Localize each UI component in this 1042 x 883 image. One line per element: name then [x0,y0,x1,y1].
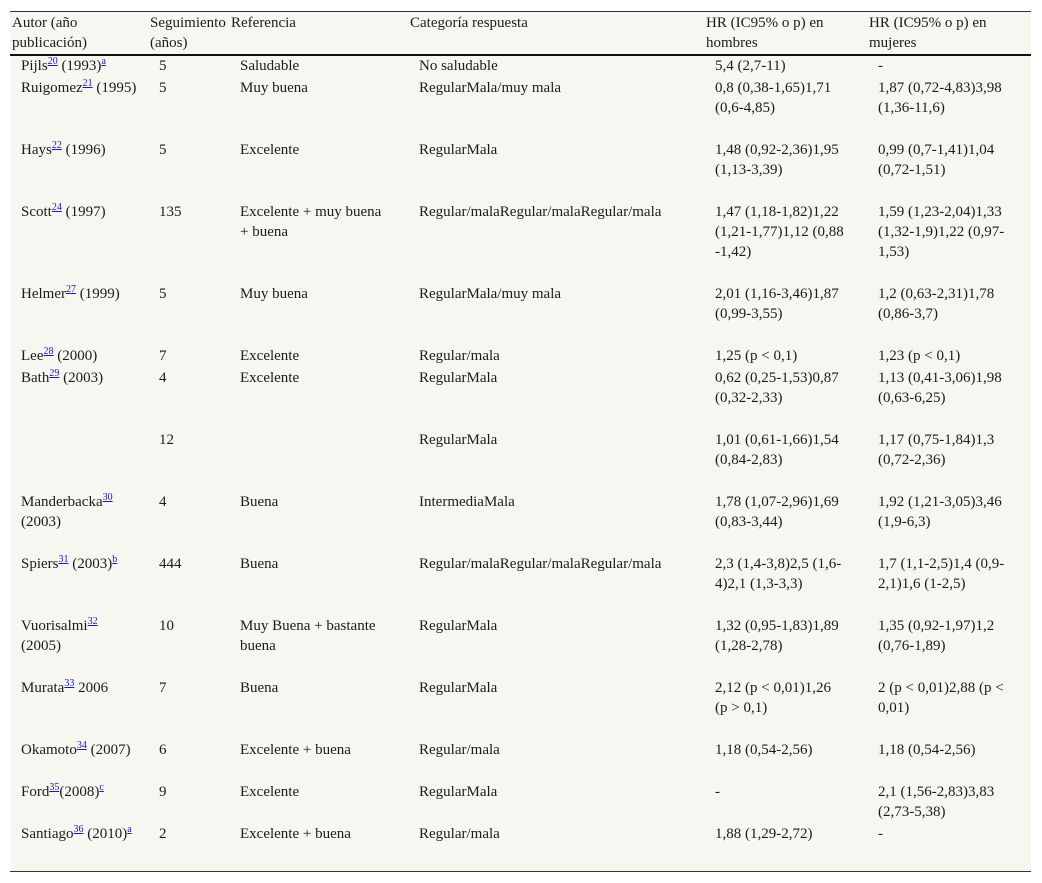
cell-categoria: RegularMala [419,142,498,158]
publication-year: (2003) [59,370,104,386]
cell-hr-mujeres: 0,99 (0,7-1,41)1,04 (0,72-1,51) [878,142,995,178]
cell-autor [21,78,141,98]
cell-seguimiento: 12 [159,432,174,448]
cell-referencia: Excelente [240,370,300,386]
reference-link[interactable]: 27 [65,284,76,295]
publication-year: 2006 [74,680,109,696]
cell-autor [21,616,141,656]
cell-seguimiento: 5 [159,58,167,74]
reference-link[interactable]: 31 [58,554,69,565]
cell-referencia: Excelente [240,784,300,800]
header-seguimiento: Seguimiento (años) [150,15,226,51]
cell-hr-hombres: 2,01 (1,16-3,46)1,87 (0,99-3,55) [715,286,839,322]
publication-year: (2000) [53,348,98,364]
cell-seguimiento: 7 [159,348,167,364]
cell-categoria: Regular/mala [419,348,500,364]
cell-autor [21,782,141,802]
footnote-link[interactable]: a [127,824,132,835]
author-name: Lee [21,348,44,364]
hr-table [10,11,1031,872]
reference-link[interactable]: 36 [73,824,84,835]
cell-categoria: RegularMala [419,618,498,634]
author-name: Vuorisalmi [21,618,88,634]
cell-referencia: Saludable [240,58,300,74]
reference-link[interactable]: 34 [76,740,87,751]
publication-year: (1996) [61,142,106,158]
table-bottom-rule [10,871,1031,872]
cell-referencia: Excelente + buena [240,742,351,758]
cell-categoria: Regular/mala [419,826,500,842]
cell-hr-hombres: 1,18 (0,54-2,56) [715,742,813,758]
cell-referencia: Muy buena [240,80,308,96]
author-name: Okamoto [21,742,77,758]
cell-seguimiento: 7 [159,680,167,696]
cell-hr-mujeres: 1,35 (0,92-1,97)1,2 (0,76-1,89) [878,618,995,654]
cell-seguimiento: 444 [159,556,182,572]
reference-link[interactable]: 30 [102,492,113,503]
cell-categoria: RegularMala/muy mala [419,80,562,96]
publication-year: (1997) [61,204,106,220]
author-name: Murata [21,680,65,696]
cell-hr-mujeres: 1,17 (0,75-1,84)1,3 (0,72-2,36) [878,432,995,468]
reference-link[interactable]: 20 [47,56,58,67]
cell-hr-hombres: 0,8 (0,38-1,65)1,71 (0,6-4,85) [715,80,832,116]
footnote-link[interactable]: a [101,56,106,67]
cell-hr-mujeres: 1,23 (p < 0,1) [878,348,961,364]
cell-hr-hombres: 1,25 (p < 0,1) [715,348,798,364]
cell-seguimiento: 5 [159,80,167,96]
cell-seguimiento: 4 [159,370,167,386]
cell-hr-hombres: 1,48 (0,92-2,36)1,95 (1,13-3,39) [715,142,839,178]
table-top-rule [10,11,1031,12]
cell-categoria: No saludable [419,58,498,74]
cell-hr-hombres: 0,62 (0,25-1,53)0,87 (0,32-2,33) [715,370,839,406]
cell-seguimiento: 6 [159,742,167,758]
author-name: Ruigomez [21,80,83,96]
cell-autor [21,284,141,304]
reference-link[interactable]: 29 [49,368,60,379]
reference-link[interactable]: 32 [87,616,98,627]
cell-categoria: RegularMala [419,432,498,448]
cell-hr-hombres: 1,78 (1,07-2,96)1,69 (0,83-3,44) [715,494,839,530]
reference-link[interactable]: 21 [82,78,93,89]
publication-year: (2008) [59,784,100,800]
publication-year: (2005) [21,638,61,654]
cell-hr-hombres: - [715,784,720,800]
cell-hr-mujeres: 1,59 (1,23-2,04)1,33 (1,32-1,9)1,22 (0,97-1,53) [878,204,1005,260]
reference-link[interactable]: 28 [43,346,54,357]
cell-autor [21,56,141,76]
cell-hr-mujeres: 1,92 (1,21-3,05)3,46 (1,9-6,3) [878,494,1002,530]
cell-categoria: RegularMala [419,370,498,386]
cell-hr-hombres: 5,4 (2,7-11) [715,58,786,74]
cell-referencia: Excelente + muy buena + buena [240,204,382,240]
cell-hr-mujeres: - [878,58,883,74]
publication-year: (2003) [21,514,61,530]
cell-hr-mujeres: 1,2 (0,63-2,31)1,78 (0,86-3,7) [878,286,995,322]
cell-seguimiento: 5 [159,142,167,158]
publication-year: (1999) [75,286,120,302]
cell-hr-hombres: 1,01 (0,61-1,66)1,54 (0,84-2,83) [715,432,839,468]
header-hr-hombres: HR (IC95% o p) en hombres [706,15,824,51]
cell-categoria: IntermediaMala [419,494,515,510]
author-name: Ford [21,784,50,800]
footnote-link[interactable]: c [99,782,104,793]
reference-link[interactable]: 35 [49,782,60,793]
author-name: Helmer [21,286,66,302]
cell-categoria: Regular/malaRegular/malaRegular/mala [419,556,662,572]
cell-seguimiento: 5 [159,286,167,302]
cell-autor [21,678,141,698]
cell-autor [21,492,141,532]
cell-hr-mujeres: 1,7 (1,1-2,5)1,4 (0,9-2,1)1,6 (1-2,5) [878,556,1005,592]
cell-referencia: Excelente [240,142,300,158]
cell-seguimiento: 9 [159,784,167,800]
header-autor: Autor (año publicación) [12,15,87,51]
author-name: Bath [21,370,50,386]
cell-categoria: RegularMala/muy mala [419,286,562,302]
cell-hr-mujeres: 1,18 (0,54-2,56) [878,742,976,758]
author-name: Pijls [21,58,48,74]
reference-link[interactable]: 22 [51,140,62,151]
cell-referencia: Excelente + buena [240,826,351,842]
cell-hr-hombres: 2,3 (1,4-3,8)2,5 (1,6-4)2,1 (1,3-3,3) [715,556,842,592]
cell-categoria: Regular/malaRegular/malaRegular/mala [419,204,662,220]
author-name: Santiago [21,826,74,842]
publication-year: (1993) [57,58,102,74]
author-name: Spiers [21,556,59,572]
cell-autor [21,554,141,574]
header-hr-mujeres: HR (IC95% o p) en mujeres [869,15,987,51]
cell-referencia: Buena [240,494,279,510]
cell-referencia: Excelente [240,348,300,364]
cell-hr-hombres: 1,88 (1,29-2,72) [715,826,813,842]
cell-hr-mujeres: 2,1 (1,56-2,83)3,83 (2,73-5,38) [878,784,995,820]
cell-categoria: RegularMala [419,784,498,800]
cell-referencia: Muy Buena + bastante buena [240,618,376,654]
cell-hr-hombres: 1,32 (0,95-1,83)1,89 (1,28-2,78) [715,618,839,654]
cell-autor [21,740,141,760]
cell-hr-hombres: 1,47 (1,18-1,82)1,22 (1,21-1,77)1,12 (0,88-1,42) [715,204,844,260]
cell-categoria: RegularMala [419,680,498,696]
cell-autor [21,202,141,222]
cell-autor [21,824,141,844]
cell-hr-mujeres: 1,13 (0,41-3,06)1,98 (0,63-6,25) [878,370,1002,406]
footnote-link[interactable]: b [112,554,118,565]
cell-hr-hombres: 2,12 (p < 0,01)1,26 (p > 0,1) [715,680,831,716]
cell-seguimiento: 4 [159,494,167,510]
publication-year: (2007) [86,742,131,758]
author-name: Manderbacka [21,494,103,510]
author-name: Hays [21,142,52,158]
reference-link[interactable]: 24 [51,202,62,213]
cell-referencia: Buena [240,680,279,696]
cell-seguimiento: 2 [159,826,167,842]
cell-seguimiento: 135 [159,204,182,220]
header-referencia: Referencia [231,15,296,31]
cell-categoria: Regular/mala [419,742,500,758]
reference-link[interactable]: 33 [64,678,75,689]
publication-year: (1995) [92,80,137,96]
author-name: Scott [21,204,52,220]
cell-referencia: Muy buena [240,286,308,302]
cell-referencia: Buena [240,556,279,572]
header-categoria: Categoría respuesta [410,15,528,31]
cell-hr-mujeres: - [878,826,883,842]
cell-hr-mujeres: 2 (p < 0,01)2,88 (p < 0,01) [878,680,1004,716]
publication-year: (2010) [83,826,128,842]
cell-autor [21,140,141,160]
cell-autor [21,346,141,366]
publication-year: (2003) [68,556,113,572]
cell-autor [21,368,141,388]
cell-seguimiento: 10 [159,618,174,634]
cell-hr-mujeres: 1,87 (0,72-4,83)3,98 (1,36-11,6) [878,80,1002,116]
